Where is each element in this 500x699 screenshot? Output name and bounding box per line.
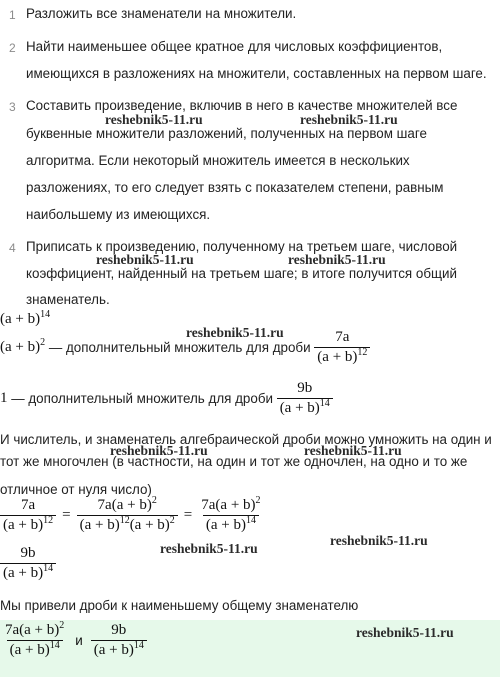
- fraction-denominator: (a + b): [79, 517, 120, 533]
- fraction-numerator: 9b: [20, 545, 36, 561]
- paragraph-line-2: тот же многочлен (в частности, на один и тот же одночлен, на одно и то же: [0, 454, 468, 469]
- fraction-denominator-exponent: 12: [119, 515, 130, 526]
- step-4-line-1: Приписать к произведению, полученному на третьем шаге, числовой: [26, 239, 458, 254]
- factor-2-base: 1: [0, 390, 8, 406]
- and-word: и: [75, 633, 83, 648]
- step-3-line-2: буквенные множители разложений, полученных на первом шаге: [26, 126, 427, 141]
- result-fractions: [2, 622, 147, 659]
- factor-1-base: (a + b): [0, 339, 41, 355]
- step-4-line-2: коэффициент, найденный на третьем шаге; в итоге получится общий: [26, 266, 457, 281]
- additional-factor-2: [0, 380, 333, 417]
- fraction-denominator-exponent: 14: [319, 398, 330, 409]
- equals-sign: =: [62, 507, 71, 523]
- watermark: reshebnik5-11.ru: [186, 325, 284, 340]
- fraction-numerator: 7a(a + b): [5, 622, 60, 638]
- fraction-7a: [314, 329, 370, 366]
- watermark: reshebnik5-11.ru: [160, 541, 258, 556]
- step-number: 4: [9, 241, 16, 255]
- step-number: 1: [9, 8, 16, 22]
- watermark: reshebnik5-11.ru: [304, 443, 402, 458]
- common-denominator: [0, 311, 50, 328]
- step-3-line-1: Составить произведение, включив в него в качестве множителей все: [26, 98, 458, 113]
- common-denominator-exponent: 14: [40, 309, 51, 320]
- step-number: 2: [9, 41, 16, 55]
- fraction-9b-standalone: [0, 545, 56, 582]
- conclusion-text: Мы привели дроби к наименьшему общему знаменателю: [0, 598, 359, 613]
- equation-fraction-right: [198, 497, 263, 534]
- paragraph-line-1: И числитель, и знаменатель алгебраической дроби можно умножить на один и: [0, 432, 492, 447]
- fraction-denominator-exponent: 12: [43, 515, 54, 526]
- watermark: reshebnik5-11.ru: [110, 443, 208, 458]
- equals-sign: =: [183, 507, 193, 523]
- fraction-numerator: 7a: [20, 497, 36, 513]
- fraction-numerator: 7a(a + b): [201, 497, 256, 513]
- result-fraction-1: [2, 622, 67, 659]
- fraction-numerator-exponent: 2: [255, 495, 261, 506]
- step-3-line-4: разложениях, то его следует взять с показателем степени, равным: [26, 180, 444, 195]
- common-denominator-base: (a + b): [0, 311, 41, 327]
- fraction-denominator-exponent: 14: [49, 640, 60, 651]
- step-3-line-3: алгоритма. Если некоторый множитель имеется в нескольких: [26, 153, 410, 168]
- step-2-line-2: имеющихся в разложениях на множители, составленных на первом шаге.: [26, 66, 487, 81]
- result-fraction-2: [91, 622, 147, 659]
- fraction-denominator-exponent: 14: [43, 563, 54, 574]
- fraction-denominator: (a + b): [3, 517, 44, 533]
- watermark: reshebnik5-11.ru: [300, 112, 398, 127]
- watermark: reshebnik5-11.ru: [330, 533, 428, 548]
- factor-1-text: — дополнительный множитель для дроби: [45, 340, 315, 355]
- fraction-numerator-exponent: 2: [151, 495, 157, 506]
- equation: [0, 497, 264, 534]
- fraction-denominator: (a + b): [9, 642, 50, 658]
- step-1-line-1: Разложить все знаменатели на множители.: [26, 6, 297, 21]
- fraction-numerator: 7a: [335, 329, 350, 345]
- fraction-denominator-exponent: 14: [133, 640, 144, 651]
- step-number: 3: [9, 100, 16, 114]
- fraction-numerator-exponent: 2: [59, 620, 65, 631]
- fraction-denominator: (a + b): [317, 349, 358, 365]
- fraction-denominator: (a + b): [93, 642, 134, 658]
- fraction-numerator: 7a(a + b): [97, 497, 152, 513]
- fraction-numerator: 9b: [111, 622, 127, 638]
- fraction-9b: [277, 380, 333, 417]
- equation-fraction-left: [0, 497, 56, 534]
- step-2-line-1: Найти наименьшее общее кратное для числовых коэффициентов,: [26, 39, 443, 54]
- fraction-denominator-exponent: 12: [357, 347, 368, 358]
- fraction-numerator: 9b: [297, 380, 313, 396]
- fraction-denominator: (a + b): [205, 517, 246, 533]
- watermark: reshebnik5-11.ru: [96, 252, 194, 267]
- factor-1-exponent: 2: [40, 337, 46, 348]
- paragraph-line-3: отличное от нуля число): [0, 482, 152, 497]
- factor-2-text: — дополнительный множитель для дроби: [7, 391, 277, 406]
- fraction-denominator-exponent: 2: [169, 515, 175, 526]
- watermark: reshebnik5-11.ru: [288, 252, 386, 267]
- fraction-denominator: (a + b): [3, 565, 44, 581]
- fraction-denominator-exponent: 14: [245, 515, 256, 526]
- step-4-line-3: знаменатель.: [26, 292, 110, 307]
- watermark: reshebnik5-11.ru: [105, 112, 203, 127]
- fraction-denominator: (a + b): [129, 517, 170, 533]
- watermark: reshebnik5-11.ru: [356, 625, 454, 640]
- fraction-denominator: (a + b): [279, 400, 320, 416]
- equation-fraction-middle: [77, 497, 178, 534]
- step-3-line-5: наибольшему из имеющихся.: [26, 207, 211, 222]
